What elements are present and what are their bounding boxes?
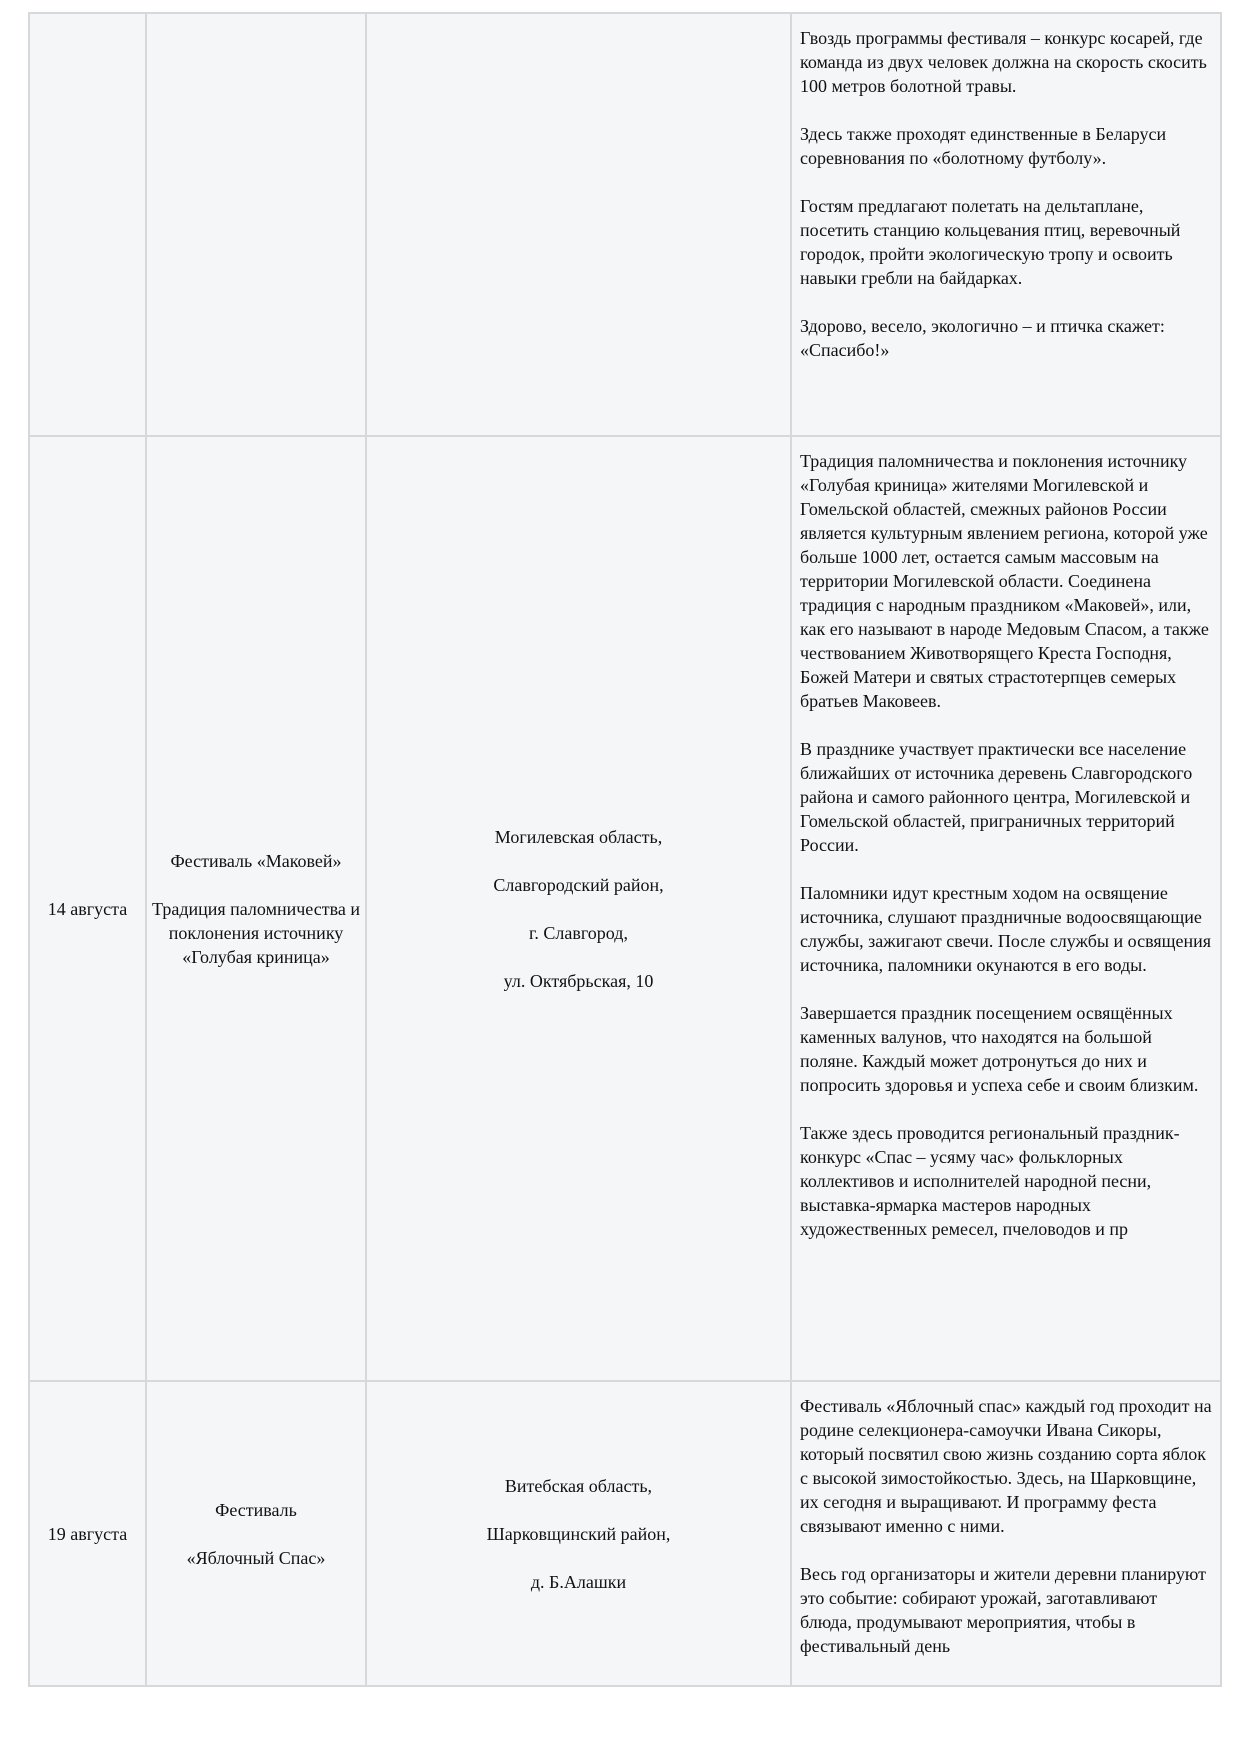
location-line: д. Б.Алашки (530, 1571, 627, 1592)
description-paragraph: Паломники идут крестным ходом на освящение источника, слушают праздничные водоосвящающие службы, зажигают свечи. После службы и освящения источника, паломники окунаются в его воды. (800, 883, 1212, 975)
location-line: ул. Октябрьская, 10 (503, 970, 654, 991)
events-table (28, 12, 1222, 1687)
description-paragraph: В празднике участвует практически все население ближайших от источника деревень Славгородского района и самого районного центра, Могилевской и Гомельской областей, приграничных территорий России. (800, 739, 1193, 855)
event-name-cell (146, 436, 366, 1381)
description-paragraph: Фестиваль «Яблочный спас» каждый год проходит на родине селекционера-самоучки Ивана Сикоры, который посвятил свою жизнь созданию сорта яблок с высокой зимостойкостью. Здесь, на Шарковщине, их сегодня и выращивают. И программу феста связывают именно с ними. (800, 1396, 1212, 1536)
location-cell (366, 1381, 791, 1686)
description-paragraph: Весь год организаторы и жители деревни планируют это событие: собирают урожай, заготавливают блюда, продумывают мероприятия, чтобы в фестивальный день (800, 1564, 1206, 1656)
location-line: Витебская область, (504, 1475, 653, 1496)
description-cell (791, 1381, 1221, 1686)
date-cell: 14 августа (29, 436, 146, 1381)
description-paragraph: Также здесь проводится региональный праздник-конкурс «Спас – усяму час» фольклорных коллективов и исполнителей народной песни, выставка-ярмарка мастеров народных художественных ремесел, пчеловодов и пр (800, 1123, 1180, 1239)
event-name: Фестиваль (215, 1499, 297, 1520)
event-subtitle: «Яблочный Спас» (186, 1547, 326, 1568)
table-row (29, 13, 1221, 436)
location-line: Шарковщинский район, (486, 1523, 671, 1544)
location-line: г. Славгород, (529, 922, 628, 943)
date-cell: 19 августа (29, 1381, 146, 1686)
location-line: Могилевская область, (494, 826, 663, 847)
description-paragraph: Гвоздь программы фестиваля – конкурс косарей, где команда из двух человек должна на скорость скосить 100 метров болотной травы. (800, 28, 1207, 96)
event-name-cell (146, 1381, 366, 1686)
description-cell (791, 13, 1221, 436)
description-paragraph: Здорово, весело, экологично – и птичка скажет: «Спасибо!» (800, 316, 1165, 360)
location-cell (366, 436, 791, 1381)
event-subtitle: Традиция паломничества и поклонения источнику «Голубая криница» (152, 898, 360, 967)
description-paragraph: Завершается праздник посещением освящённых каменных валунов, что находятся на большой поляне. Каждый может дотронуться до них и попросить здоровья и успеха себе и своим близким. (800, 1003, 1199, 1095)
location-line: Славгородский район, (493, 874, 664, 895)
description-paragraph: Здесь также проходят единственные в Беларуси соревнования по «болотному футболу». (800, 124, 1167, 168)
description-paragraph: Традиция паломничества и поклонения источнику «Голубая криница» жителями Могилевской и Гомельской областей, смежных районов России является культурным явлением региона, которой уже больше 1000 лет, остается самым массовым на территории Могилевской области. Соединена традиция с народным праздником «Маковей», или, как его называют в народе Медовым Спасом, а также чествованием Животворящего Креста Господня, Божей Матери и святых страстотерпцев семерых братьев Маковеев. (800, 451, 1209, 711)
table-row (29, 436, 1221, 1381)
location-cell (366, 13, 791, 436)
event-name: Фестиваль «Маковей» (170, 850, 342, 871)
table-row (29, 1381, 1221, 1686)
event-name-cell (146, 13, 366, 436)
description-cell (791, 436, 1221, 1381)
date-cell (29, 13, 146, 436)
description-paragraph: Гостям предлагают полетать на дельтаплане, посетить станцию кольцевания птиц, веревочный городок, пройти экологическую тропу и освоить навыки гребли на байдарках. (800, 196, 1181, 288)
